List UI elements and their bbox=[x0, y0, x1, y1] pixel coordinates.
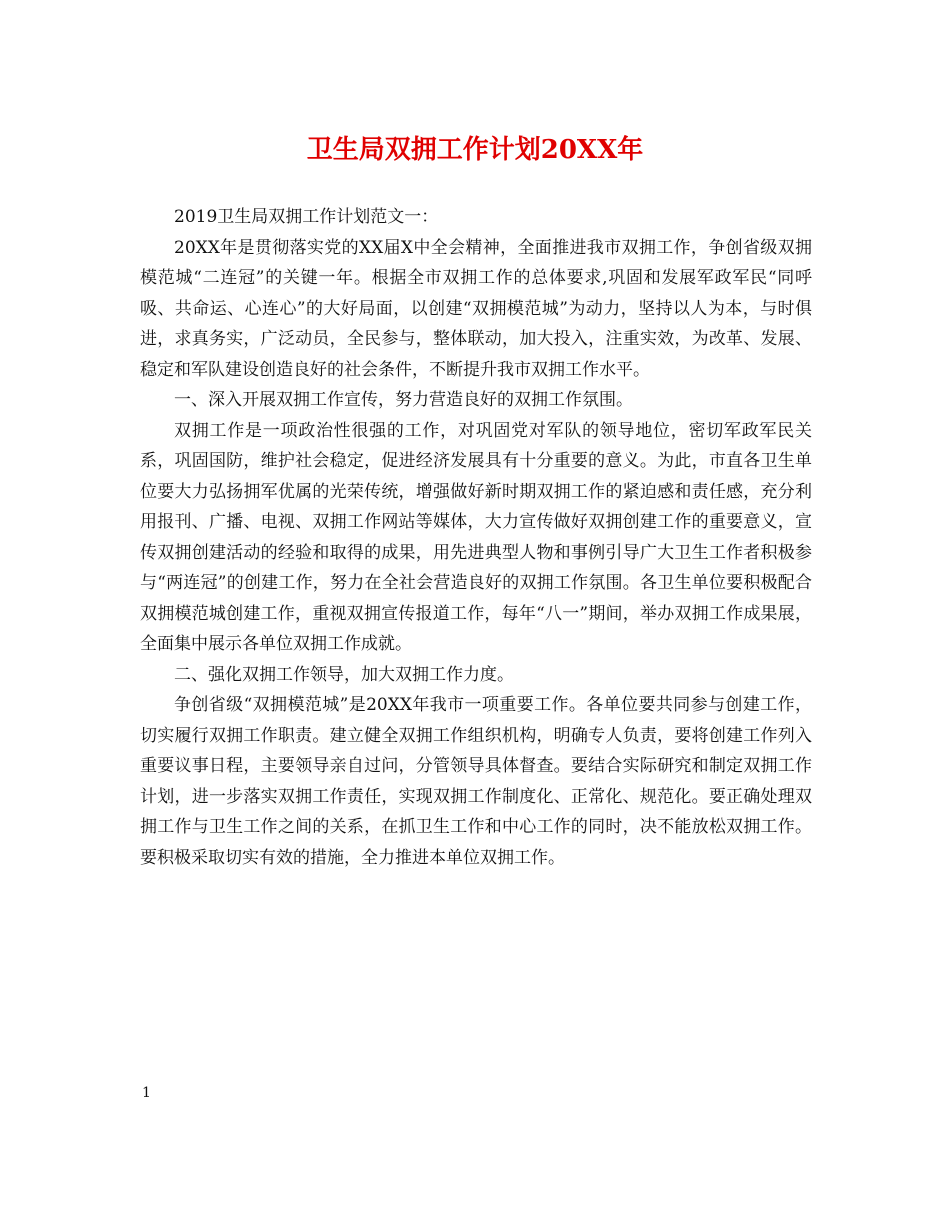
page-number: 1 bbox=[142, 1085, 151, 1101]
section-heading-2: 二、强化双拥工作领导，加大双拥工作力度。 bbox=[174, 664, 514, 685]
paragraph-overview: 20XX年是贯彻落实党的XX届X中全会精神，全面推进我市双拥工作，争创省级双拥模范城“二连冠”的关键一年。根据全市双拥工作的总体要求,巩固和发展军政军民“同呼吸、共命运、心连心”的大好局面，以创建“双拥模范城”为动力，坚持以人为本，与时俱进，求真务实，广泛动员，全民参与，整体联动，加大投入，注重实效，为改革、发展、稳定和军队建设创造良好的社会条件，不断提升我市双拥工作水平。 bbox=[140, 237, 812, 380]
section-heading-1: 一、深入开展双拥工作宣传，努力营造良好的双拥工作氛围。 bbox=[174, 390, 633, 410]
paragraph-section-2: 争创省级“双拥模范城”是20XX年我市一项重要工作。各单位要共同参与创建工作，切实履行双拥工作职责。建立健全双拥工作组织机构，明确专人负责，要将创建工作列入重要议事日程，主要领导亲自过问，分管领导具体督查。要结合实际研究和制定双拥工作计划，进一步落实双拥工作责任，实现双拥工作制度化、正常化、规范化。要正确处理双拥工作与卫生工作之间的关系，在抓卫生工作和中心工作的同时，决不能放松双拥工作。要积极采取切实有效的措施，全力推进本单位双拥工作。 bbox=[140, 695, 812, 868]
document-body bbox=[140, 202, 812, 873]
paragraph-section-1: 双拥工作是一项政治性很强的工作，对巩固党对军队的领导地位，密切军政军民关系，巩固国防，维护社会稳定，促进经济发展具有十分重要的意义。为此，市直各卫生单位要大力弘扬拥军优属的光荣传统，增强做好新时期双拥工作的紧迫感和责任感，充分利用报刊、广播、电视、双拥工作网站等媒体，大力宣传做好双拥创建工作的重要意义，宣传双拥创建活动的经验和取得的成果，用先进典型人物和事例引导广大卫生工作者积极参与“两连冠”的创建工作，努力在全社会营造良好的双拥工作氛围。各卫生单位要积极配合双拥模范城创建工作，重视双拥宣传报道工作，每年“八一”期间，举办双拥工作成果展，全面集中展示各单位双拥工作成就。 bbox=[140, 420, 812, 654]
document-title: 卫生局双拥工作计划20XX年 bbox=[306, 135, 644, 165]
paragraph-intro: 2019卫生局双拥工作计划范文一： bbox=[174, 207, 439, 227]
